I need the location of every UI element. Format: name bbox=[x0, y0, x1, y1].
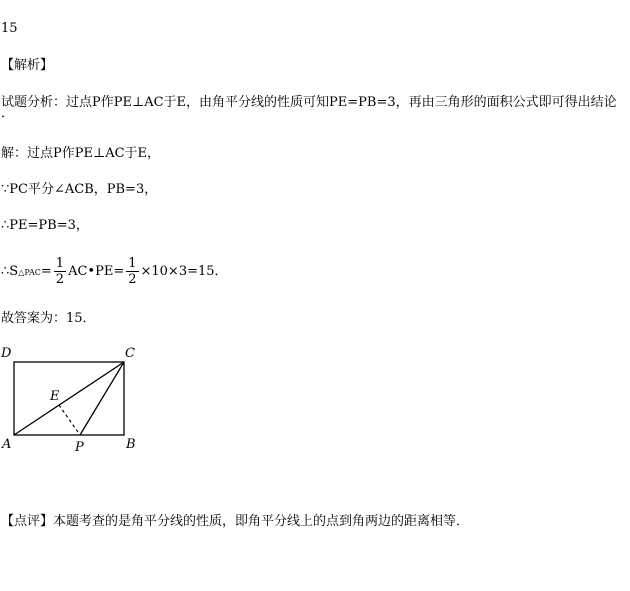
therefore-line: ∴PE=PB=3， bbox=[1, 218, 89, 233]
fraction-one-half-2: $\frac{1}{2}$ bbox=[128, 256, 137, 287]
label-e: E bbox=[50, 389, 60, 404]
label-p: P bbox=[75, 440, 84, 455]
label-b: B bbox=[126, 437, 136, 452]
area-prefix: ∴S bbox=[1, 264, 19, 279]
fraction-one-half-1: $\frac{1}{2}$ bbox=[55, 256, 65, 287]
solution-line: 解：过点P作PE⊥AC于E， bbox=[1, 146, 161, 161]
area-formula bbox=[1, 256, 228, 289]
area-eq: = bbox=[40, 264, 52, 279]
analysis-text: 试题分析：过点P作PE⊥AC于E，由角平分线的性质可知PE=PB=3，再由三角形的面积公式即可得出结论 bbox=[1, 95, 617, 110]
analysis-dot: ． bbox=[1, 106, 15, 121]
area-subscript: △PAC bbox=[18, 268, 41, 277]
analysis-header: 【解析】 bbox=[1, 58, 54, 73]
geometry-figure bbox=[0, 340, 150, 460]
label-d: D bbox=[1, 346, 12, 361]
because-line: ∵PC平分∠ACB，PB=3， bbox=[1, 182, 158, 197]
comment-line: 【点评】本题考查的是角平分线的性质，即角平分线上的点到角两边的距离相等． bbox=[1, 514, 470, 529]
segment-pc bbox=[80, 362, 124, 435]
answer-number: 15 bbox=[1, 21, 18, 36]
label-a: A bbox=[2, 437, 12, 452]
area-middle: AC•PE= bbox=[68, 264, 125, 279]
final-answer: 故答案为：15． bbox=[1, 311, 96, 326]
label-c: C bbox=[125, 346, 135, 361]
area-suffix: ×10×3=15． bbox=[140, 264, 228, 279]
segment-pe-dashed bbox=[59, 405, 80, 435]
diagonal-ac bbox=[14, 362, 124, 435]
